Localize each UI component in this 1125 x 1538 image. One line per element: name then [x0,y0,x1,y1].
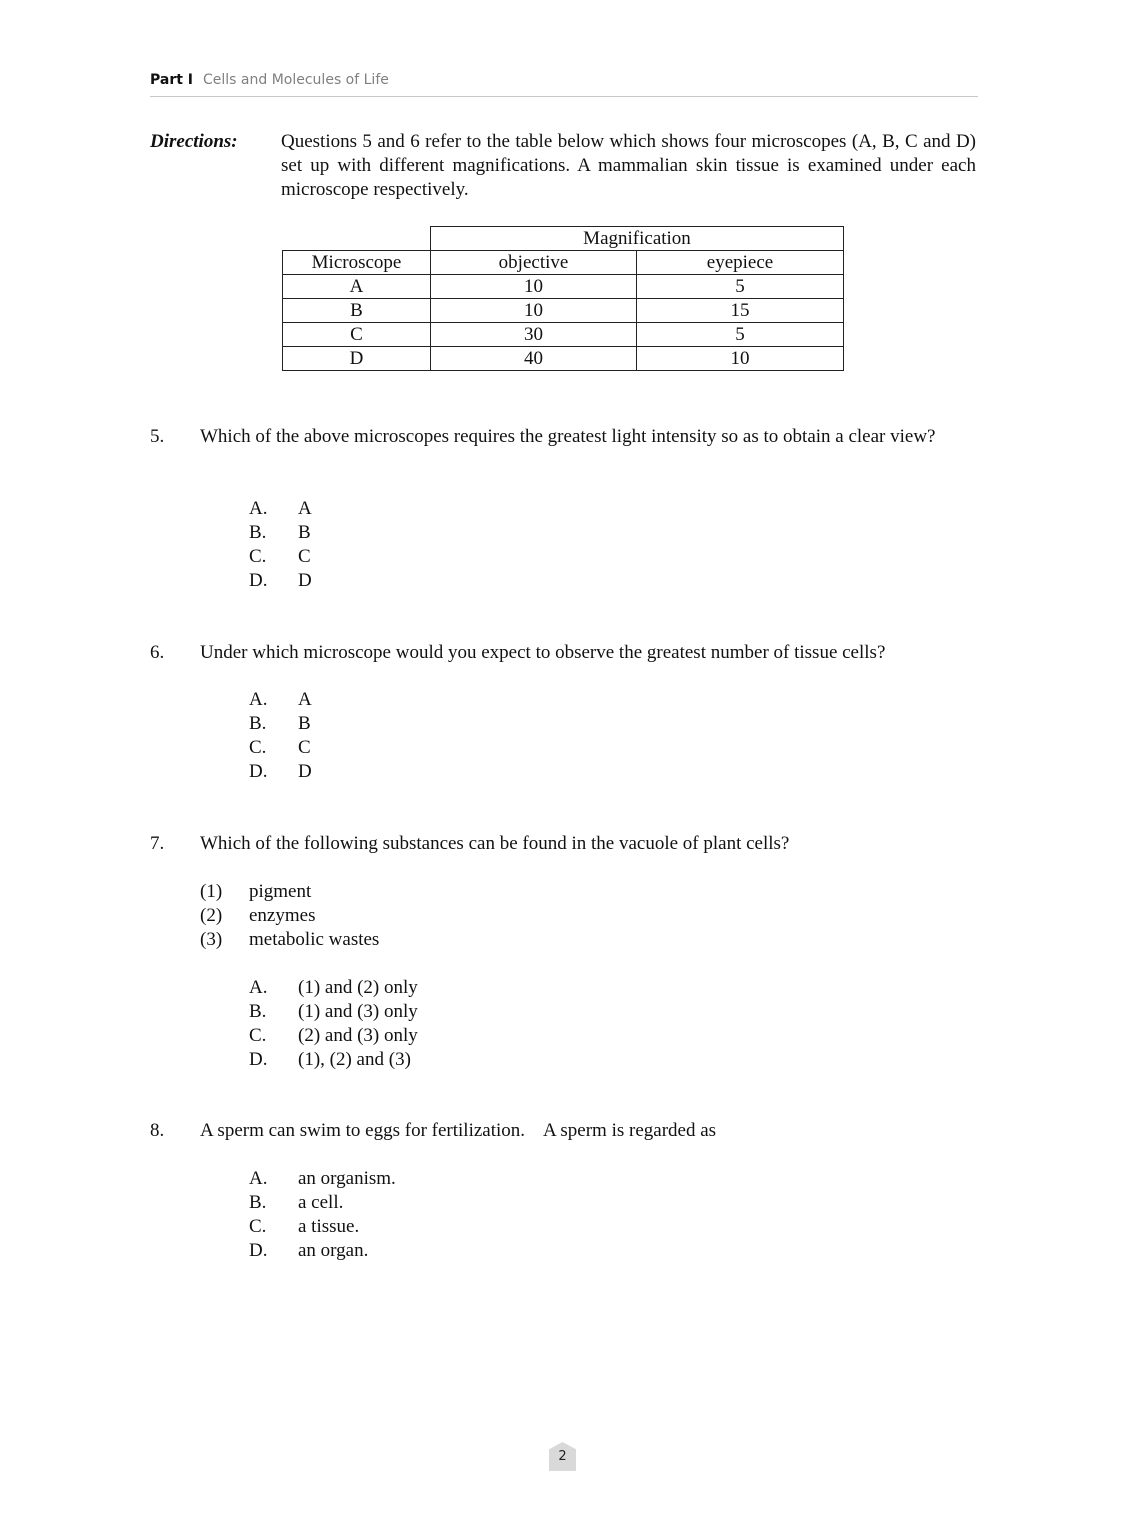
option-key: A. [249,1168,268,1189]
running-header [150,72,978,97]
table-group-header-row [283,227,844,251]
table-row [283,323,844,347]
directions-label: Directions: [150,131,238,152]
option-text: a cell. [298,1192,344,1213]
question-number: 6. [150,642,165,663]
option-key: B. [249,1192,267,1213]
cell-objective: 30 [431,323,637,347]
cell-objective: 10 [431,275,637,299]
question-stem: Under which microscope would you expect to observe the greatest number of tissue cells? [200,642,886,663]
option-key: A. [249,977,268,998]
option-key: C. [249,546,267,567]
magnification-table [282,226,844,371]
question-number: 5. [150,426,165,447]
option-text: (1) and (3) only [298,1001,418,1022]
cell-eyepiece: 5 [637,275,844,299]
question-stem: Which of the following substances can be found in the vacuole of plant cells? [200,833,790,854]
table-row [283,275,844,299]
column-header-eyepiece: eyepiece [637,251,844,275]
cell-eyepiece: 10 [637,347,844,371]
cell-eyepiece: 5 [637,323,844,347]
table-header-row [283,251,844,275]
option-text: C [298,737,311,758]
option-key: C. [249,737,267,758]
option-key: D. [249,761,268,782]
cell-microscope: C [283,323,431,347]
statement-key: (1) [200,881,223,902]
option-text: A [298,498,312,519]
question-number: 8. [150,1120,165,1141]
cell-objective: 40 [431,347,637,371]
option-text: B [298,713,311,734]
magnification-header: Magnification [431,227,844,251]
option-key: B. [249,522,267,543]
option-key: B. [249,713,267,734]
option-key: B. [249,1001,267,1022]
part-label: Part I [150,72,194,88]
question-stem: A sperm can swim to eggs for fertilization. A sperm is regarded as [200,1120,717,1141]
page-number-badge [549,1442,576,1471]
chapter-title: Cells and Molecules of Life [203,72,389,88]
option-key: D. [249,570,268,591]
option-text: B [298,522,311,543]
cell-objective: 10 [431,299,637,323]
table-corner-cell [283,227,431,251]
option-text: an organ. [298,1240,369,1261]
statement-text: enzymes [249,905,316,926]
column-header-microscope: Microscope [283,251,431,275]
option-key: C. [249,1025,267,1046]
option-key: A. [249,498,268,519]
column-header-objective: objective [431,251,637,275]
option-text: (1), (2) and (3) [298,1049,411,1070]
cell-microscope: B [283,299,431,323]
option-text: (2) and (3) only [298,1025,418,1046]
page-number: 2 [558,1449,567,1464]
statement-text: metabolic wastes [249,929,380,950]
option-key: D. [249,1049,268,1070]
question-number: 7. [150,833,165,854]
table-row [283,347,844,371]
option-text: D [298,761,312,782]
table-row [283,299,844,323]
cell-microscope: A [283,275,431,299]
option-key: A. [249,689,268,710]
option-text: D [298,570,312,591]
option-text: A [298,689,312,710]
cell-microscope: D [283,347,431,371]
option-text: a tissue. [298,1216,360,1237]
option-key: D. [249,1240,268,1261]
option-key: C. [249,1216,267,1237]
question-stem: Which of the above microscopes requires the greatest light intensity so as to obtain a clear view? [200,426,936,447]
directions-text: Questions 5 and 6 refer to the table below which shows four microscopes (A, B, C and D) set up with different magnifications. A mammalian skin tissue is examined under each microscope respectively. [281,131,976,200]
option-text: an organism. [298,1168,396,1189]
option-text: (1) and (2) only [298,977,418,998]
statement-key: (3) [200,929,223,950]
option-text: C [298,546,311,567]
statement-text: pigment [249,881,312,902]
cell-eyepiece: 15 [637,299,844,323]
statement-key: (2) [200,905,223,926]
